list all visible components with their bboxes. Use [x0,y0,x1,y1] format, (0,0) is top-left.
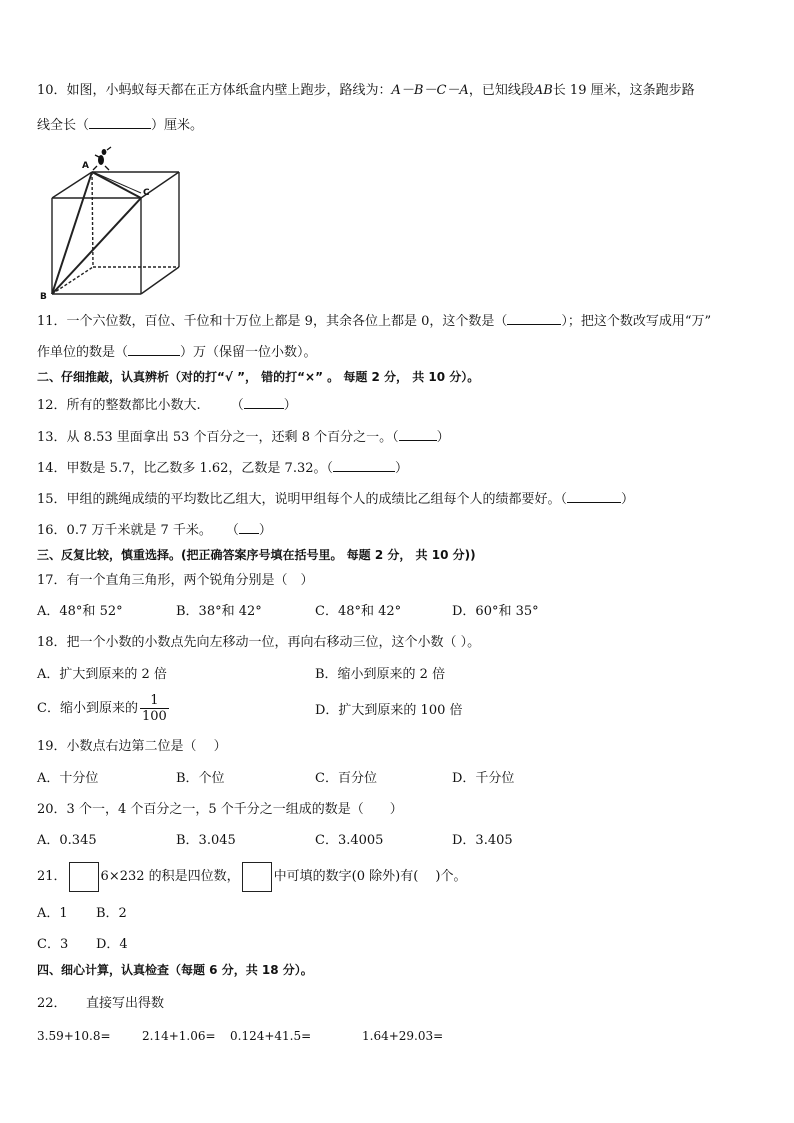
q18-stem: 18．把一个小数的小数点先向左移动一位，再向右移动三位，这个小数（ ）。 [37,635,481,650]
q21-digit-box-1[interactable] [69,862,99,892]
q10-line2-post: ）厘米。 [151,118,204,133]
q19-option-c[interactable]: C．百分位 [315,771,377,786]
ant-icon [93,147,111,170]
q22-item-2: 2.14+1.06= [142,1029,216,1043]
q10-text-post: 长 19 厘米，这条跑步路 [552,83,695,98]
q16-open: （ [225,523,239,538]
q10-line1 [37,83,695,99]
q13-answer-blank[interactable] [399,428,437,441]
q16-text: 16．0.7 万千米就是 7 千米。 [37,523,212,538]
q18-fraction [140,693,169,724]
q22-item-1: 3.59+10.8= [37,1029,111,1043]
q17-option-b[interactable]: B．38°和 42° [176,604,262,619]
q12-text: 12．所有的整数都比小数大. [37,398,201,413]
q18-option-c[interactable] [37,687,169,731]
q18-option-a[interactable]: A．扩大到原来的 2 倍 [37,667,167,682]
q20-option-c[interactable]: C．3.4005 [315,833,384,848]
q19-stem: 19．小数点右边第二位是（ ） [37,739,227,754]
q11-line1-pre: 11．一个六位数，百位、千位和十万位上都是 9，其余各位上都是 0，这个数是（ [37,314,508,329]
q21-option-c[interactable]: C．3 [37,937,69,952]
q15-close: ） [621,492,635,507]
q16-answer-blank[interactable] [239,521,259,534]
q10-text-mid: ，已知线段 [468,83,534,98]
q11-line1-post: ）；把这个数改写成用“万” [561,314,712,329]
q19-option-a[interactable]: A．十分位 [37,771,99,786]
q14-answer-blank[interactable] [333,459,395,472]
q13 [37,428,450,446]
q21-digit-box-2[interactable] [242,862,272,892]
q17-option-d[interactable]: D．60°和 35° [452,604,539,619]
q15-text: 15．甲组的跳绳成绩的平均数比乙组大，说明甲组每个人的成绩比乙组每个人的绩都要好。（ [37,492,568,507]
q12-answer-blank[interactable] [244,396,284,409]
q21-text-mid: 6×232 的积是四位数， [100,869,240,884]
q12 [37,396,297,414]
section-3-heading: 三、反复比较，慎重选择。(把正确答案序号填在括号里。 每题 2 分， 共 10 分)) [37,548,476,562]
q22-stem: 22． 直接写出得数 [37,996,165,1011]
q21-stem [37,861,466,893]
q11-answer-blank-2[interactable] [128,343,180,356]
q10-text-pre: 10．如图，小蚂蚁每天都在正方体纸盒内壁上跑步，路线为： [37,83,392,98]
q13-text: 13．从 8.53 里面拿出 53 个百分之一，还剩 8 个百分之一。（ [37,430,399,445]
cube-figure [37,146,185,300]
section-2-heading: 二、仔细推敲，认真辨析（对的打“√ ”， 错的打“×” 。 每题 2 分， 共 10 分）。 [37,370,480,384]
q22-item-4: 1.64+29.03= [362,1029,444,1043]
q20-stem: 20．3 个一，4 个百分之一，5 个千分之一组成的数是（ ） [37,802,403,817]
q11-line2 [37,343,317,361]
q20-option-a[interactable]: A．0.345 [37,833,97,848]
label-c: C [143,188,150,198]
q11-line1 [37,312,711,330]
q20-option-d[interactable]: D．3.405 [452,833,513,848]
q15 [37,490,634,508]
label-a: A [82,161,89,171]
q21-text-post: 中可填的数字(0 除外)有( )个。 [273,869,467,884]
q16-close: ） [258,523,272,538]
q19-option-d[interactable]: D．千分位 [452,771,515,786]
q18-fraction-numerator: 1 [140,693,169,709]
q10-segment: AB [533,83,553,98]
q21-option-b[interactable]: B．2 [96,906,127,921]
q17-option-c[interactable]: C．48°和 42° [315,604,402,619]
q21-option-a[interactable]: A．1 [37,906,68,921]
q10-answer-blank[interactable] [89,116,151,129]
q16 [37,521,272,539]
q17-stem: 17．有一个直角三角形，两个锐角分别是（ ） [37,573,314,588]
q17-option-a[interactable]: A．48°和 52° [37,604,123,619]
q14-text: 14．甲数是 5.7，比乙数多 1.62，乙数是 7.32。（ [37,461,334,476]
q21-option-d[interactable]: D．4 [96,937,128,952]
q10-route: A－B－C－A [391,83,469,98]
q12-close: ） [283,398,297,413]
q10-line2 [37,116,203,134]
q19-option-b[interactable]: B．个位 [176,771,225,786]
q14-close: ） [395,461,409,476]
q18-option-d[interactable]: D．扩大到原来的 100 倍 [315,703,463,718]
q11-line2-post: ）万（保留一位小数）。 [180,345,317,360]
q22-item-3: 0.124+41.5= [230,1029,312,1043]
label-b: B [40,292,47,300]
q14 [37,459,408,477]
q10-line2-pre: 线全长（ [37,118,90,133]
q21-number: 21． [37,869,67,884]
q11-line2-pre: 作单位的数是（ [37,345,129,360]
q13-close: ） [436,430,450,445]
q18-fraction-denominator: 100 [141,709,167,724]
q20-option-b[interactable]: B．3.045 [176,833,236,848]
section-4-heading: 四、细心计算，认真检查（每题 6 分，共 18 分）。 [37,963,313,977]
q11-answer-blank-1[interactable] [507,312,561,325]
q18-option-c-text: C．缩小到原来的 [37,701,138,716]
q15-answer-blank[interactable] [567,490,621,503]
q12-open: （ [230,398,244,413]
q18-option-b[interactable]: B．缩小到原来的 2 倍 [315,667,446,682]
